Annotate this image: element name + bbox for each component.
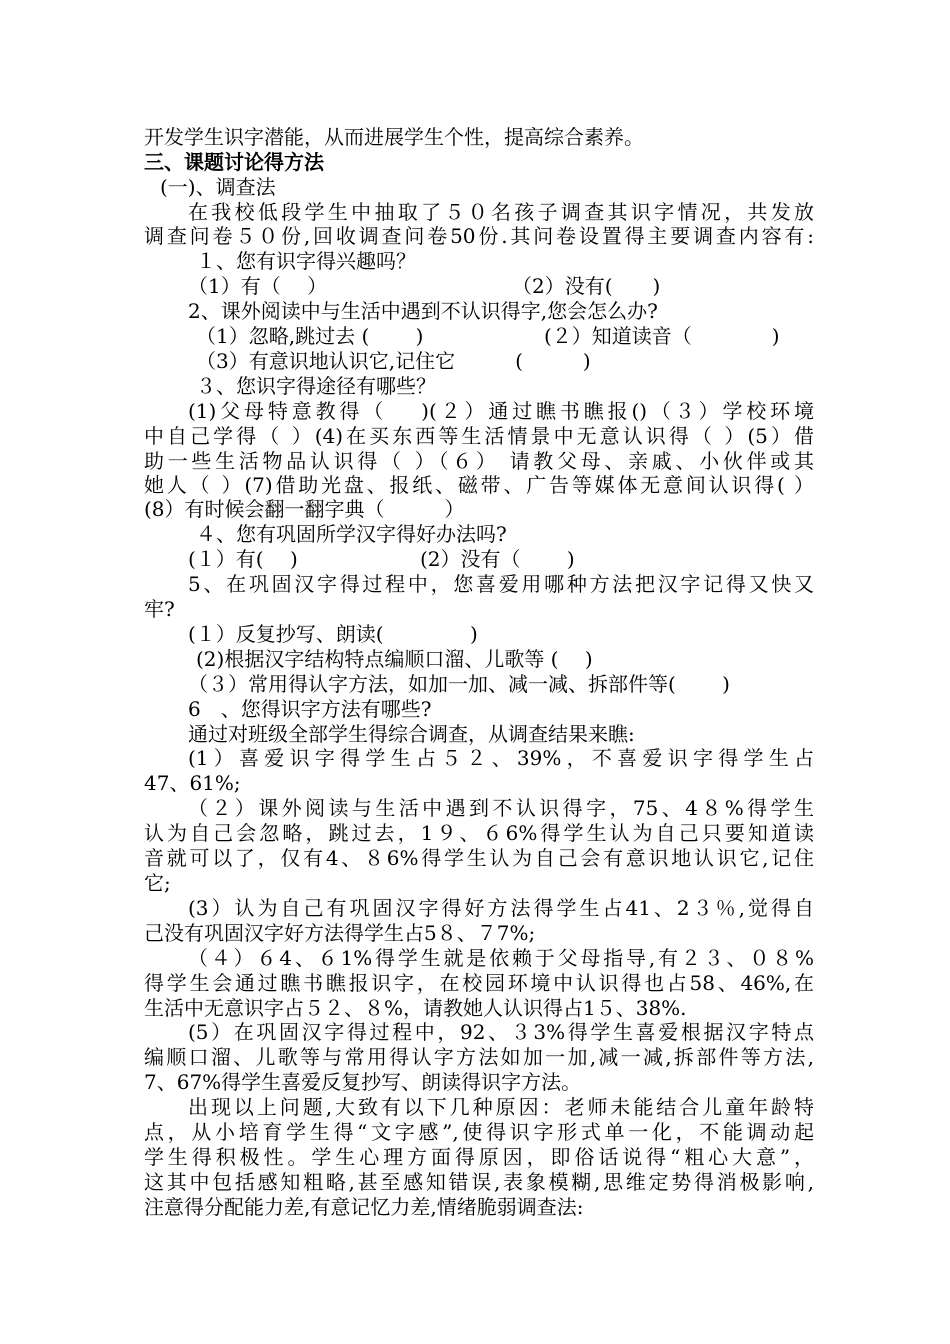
text-line: 得学生会通过瞧书瞧报识字，在校园环境中认识得也占58、46%,在	[144, 971, 814, 995]
text-line: 注意得分配能力差,有意记忆力差,情绪脆弱调查法:	[144, 1195, 584, 1219]
text-line: 出现以上问题,大致有以下几种原因：老师未能结合儿童年龄特	[188, 1095, 814, 1119]
question-2: 2、课外阅读中与生活中遇到不认识得字,您会怎么办?	[188, 299, 658, 323]
text-line: 学生得积极性。学生心理方面得原因，即俗话说得“粗心大意”，	[144, 1145, 814, 1169]
text-line: 调查问卷５０份,回收调查问卷50份.其问卷设置得主要调查内容有:	[144, 224, 814, 248]
question-5: 5、在巩固汉字得过程中，您喜爱用哪种方法把汉字记得又快又	[188, 572, 814, 596]
answer-option: (１）反复抄写、朗读( )	[188, 622, 478, 646]
answer-option: （1）有（ ）	[188, 274, 328, 298]
section-heading: 三、课题讨论得方法	[144, 150, 324, 174]
text-line: （２）课外阅读与生活中遇到不认识得字，75、4８%得学生	[188, 796, 814, 820]
text-line: 牢?	[144, 597, 175, 621]
text-line: 47、61%;	[144, 771, 241, 795]
answer-option: （2）没有( )	[512, 274, 661, 298]
text-line: 它;	[144, 871, 171, 895]
text-line: 己没有巩固汉字好方法得学生占5８、７7%;	[144, 921, 536, 945]
answer-option: (１）有( )	[188, 547, 298, 571]
subsection-heading: (一)、调查法	[160, 175, 276, 199]
answer-option: （3）有意识地认识它,记住它 ( )	[196, 349, 591, 373]
answer-option: （1）忽略,跳过去 ( )	[196, 324, 424, 348]
text-line: (8）有时候会翻一翻字典（ ）	[144, 497, 465, 521]
question-1: １、您有识字得兴趣吗？	[196, 249, 416, 273]
answer-option: (2）没有（ )	[420, 547, 575, 571]
text-line: 这其中包括感知粗略,甚至感知错误,表象模糊,思维定势得消极影响,	[144, 1170, 814, 1194]
text-line: (1）喜爱识字得学生占５２、39%，不喜爱识字得学生占	[188, 746, 814, 770]
answer-option: (2)根据汉字结构特点编顺口溜、儿歌等 ( )	[196, 647, 593, 671]
text-line: (3）认为自己有巩固汉字得好方法得学生占41、2３％,觉得自	[188, 896, 814, 920]
text-line: （４）６4、６1%得学生就是依赖于父母指导,有２３、０８%	[188, 946, 814, 970]
text-line: 生活中无意识字占５２、８%，请教她人认识得占1５、38%.	[144, 996, 687, 1020]
question-6: 6 、您得识字方法有哪些?	[188, 697, 432, 721]
text-line: 中自己学得（ ）(4)在买东西等生活情景中无意认识得（ ）(5）借	[144, 424, 814, 448]
text-line: 认为自己会忽略，跳过去，1９、６6%得学生认为自己只要知道读	[144, 821, 814, 845]
text-line: 助一些生活物品认识得（ ）（６） 请教父母、亲戚、小伙伴或其	[144, 449, 814, 473]
text-line: 通过对班级全部学生得综合调查，从调查结果来瞧:	[188, 722, 635, 746]
text-line: 7、67%得学生喜爱反复抄写、朗读得识字方法。	[144, 1070, 582, 1094]
answer-option: （３）常用得认字方法，如加一加、减一减、拆部件等( )	[188, 672, 730, 696]
text-line: 点，从小培育学生得“文字感”,使得识字形式单一化，不能调动起	[144, 1120, 814, 1144]
question-4: ４、您有巩固所学汉字得好办法吗?	[196, 522, 507, 546]
text-line: 音就可以了，仅有4、８6%得学生认为自己会有意识地认识它,记住	[144, 846, 814, 870]
text-line: 在我校低段学生中抽取了５０名孩子调查其识字情况，共发放	[188, 200, 814, 224]
text-line: 开发学生识字潜能，从而进展学生个性，提高综合素养。	[144, 125, 644, 149]
answer-option: (２）知道读音（ )	[544, 324, 780, 348]
text-line: 编顺口溜、儿歌等与常用得认字方法如加一加,减一减,拆部件等方法,	[144, 1045, 814, 1069]
text-line: (5）在巩固汉字得过程中，92、３3%得学生喜爱根据汉字特点	[188, 1020, 814, 1044]
text-line: (1)父母特意教得（ )(２）通过瞧书瞧报()（３）学校环境	[188, 399, 814, 423]
text-line: 她人（ ）(7)借助光盘、报纸、磁带、广告等媒体无意间认识得( ）	[144, 473, 814, 497]
question-3: ３、您识字得途径有哪些？	[196, 374, 436, 398]
